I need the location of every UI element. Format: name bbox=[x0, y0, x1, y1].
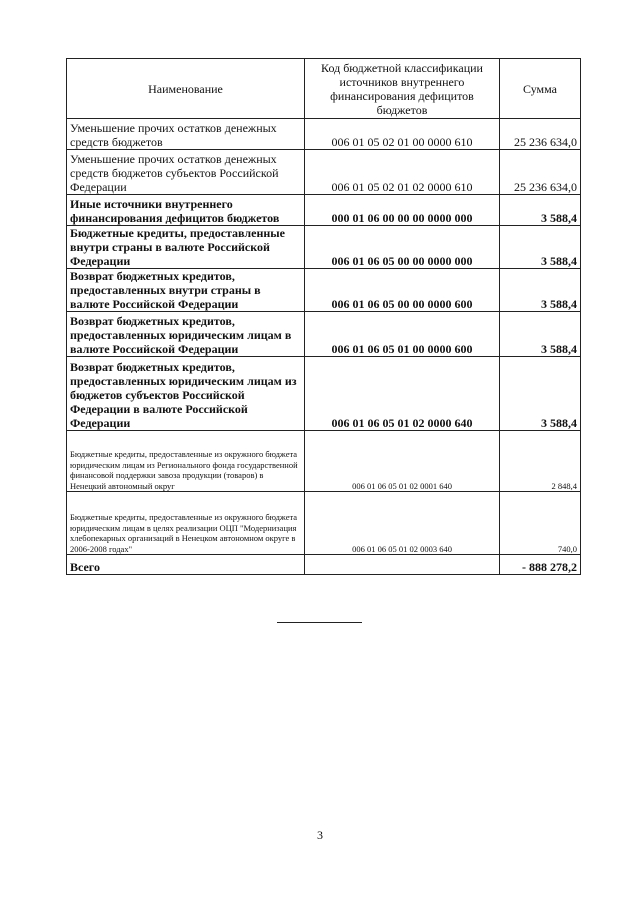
row-code: 006 01 06 05 01 02 0000 640 bbox=[305, 357, 500, 431]
row-name: Уменьшение прочих остатков денежных средств бюджетов субъектов Российской Федерации bbox=[67, 150, 305, 195]
row-sum: 740,0 bbox=[500, 492, 581, 555]
row-sum: - 888 278,2 bbox=[500, 555, 581, 575]
table-row bbox=[67, 150, 581, 195]
row-sum: 3 588,4 bbox=[500, 195, 581, 226]
row-sum: 25 236 634,0 bbox=[500, 119, 581, 150]
budget-sources-table bbox=[66, 58, 581, 575]
row-code: 006 01 06 05 01 02 0001 640 bbox=[305, 431, 500, 492]
table-row bbox=[67, 312, 581, 357]
row-name: Бюджетные кредиты, предоставленные из окружного бюджета юридическим лицам в целях реализации ОЦП "Модернизация хлебопекарных организаций в Ненецком автономном округе в 2006-2008 годах" bbox=[67, 492, 305, 555]
row-code: 006 01 05 02 01 02 0000 610 bbox=[305, 150, 500, 195]
header-code: Код бюджетной классификации источников внутреннего финансирования дефицитов бюджетов bbox=[305, 59, 500, 119]
row-code: 006 01 06 05 00 00 0000 000 bbox=[305, 226, 500, 269]
table-row bbox=[67, 119, 581, 150]
row-sum: 3 588,4 bbox=[500, 226, 581, 269]
row-sum: 25 236 634,0 bbox=[500, 150, 581, 195]
row-code: 006 01 06 05 01 00 0000 600 bbox=[305, 312, 500, 357]
table-row bbox=[67, 431, 581, 492]
row-name: Возврат бюджетных кредитов, предоставленных внутри страны в валюте Российской Федерации bbox=[67, 269, 305, 312]
row-code: 006 01 05 02 01 00 0000 610 bbox=[305, 119, 500, 150]
table-row bbox=[67, 269, 581, 312]
row-name: Уменьшение прочих остатков денежных средств бюджетов bbox=[67, 119, 305, 150]
table-row bbox=[67, 357, 581, 431]
table-row bbox=[67, 226, 581, 269]
row-name: Возврат бюджетных кредитов, предоставленных юридическим лицам из бюджетов субъектов Российской Федерации в валюте Российской Федерации bbox=[67, 357, 305, 431]
row-sum: 3 588,4 bbox=[500, 269, 581, 312]
row-name: Бюджетные кредиты, предоставленные из окружного бюджета юридическим лицам из Регионального фонда государственной финансовой поддержки завоза продукции (товаров) в Ненецкий автономный округ bbox=[67, 431, 305, 492]
page-number: 3 bbox=[317, 828, 323, 842]
row-name: Иные источники внутреннего финансирования дефицитов бюджетов bbox=[67, 195, 305, 226]
table-header-row bbox=[67, 59, 581, 119]
row-code bbox=[305, 555, 500, 575]
table-row bbox=[67, 492, 581, 555]
row-sum: 3 588,4 bbox=[500, 312, 581, 357]
row-name: Бюджетные кредиты, предоставленные внутри страны в валюте Российской Федерации bbox=[67, 226, 305, 269]
row-sum: 2 848,4 bbox=[500, 431, 581, 492]
header-sum: Сумма bbox=[500, 59, 581, 119]
row-code: 006 01 06 05 00 00 0000 600 bbox=[305, 269, 500, 312]
header-name: Наименование bbox=[67, 59, 305, 119]
row-name: Возврат бюджетных кредитов, предоставленных юридическим лицам в валюте Российской Федерации bbox=[67, 312, 305, 357]
row-code: 000 01 06 00 00 00 0000 000 bbox=[305, 195, 500, 226]
row-sum: 3 588,4 bbox=[500, 357, 581, 431]
total-row bbox=[67, 555, 581, 575]
row-name: Всего bbox=[67, 555, 305, 575]
separator-line bbox=[277, 622, 362, 623]
row-code: 006 01 06 05 01 02 0003 640 bbox=[305, 492, 500, 555]
table-row bbox=[67, 195, 581, 226]
